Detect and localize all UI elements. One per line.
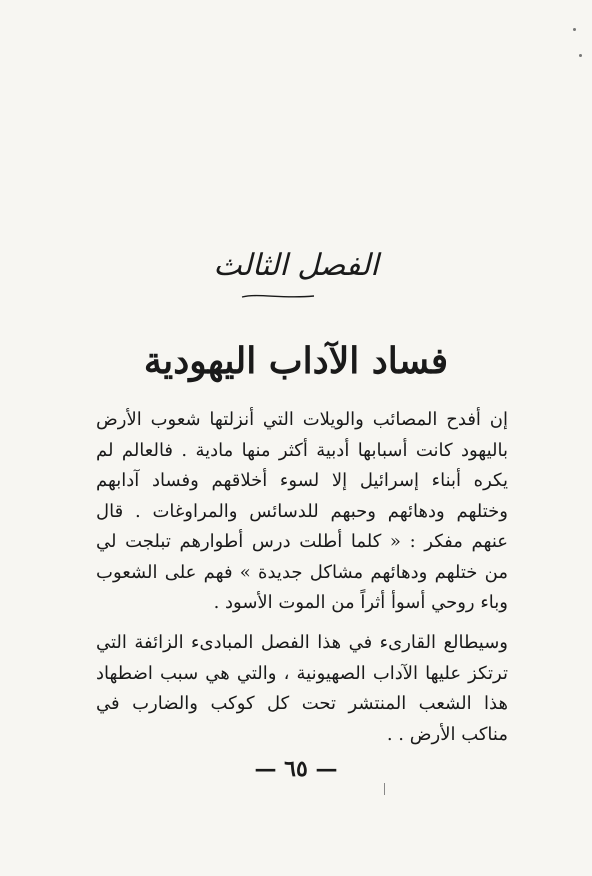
chapter-title: الفصل الثالث: [213, 248, 379, 283]
scan-speck: [384, 783, 385, 795]
scan-speck: [573, 28, 576, 31]
scan-speck: [579, 54, 582, 57]
title-flourish-decoration: [240, 292, 316, 300]
body-paragraph-1: إن أفدح المصائب والويلات التي أنزلتها شعوب الأرض باليهود كانت أسبابها أدبية أكثر منها مادية . فالعالم لم يكره أبناء إسرائيل إلا لسوء أخلاقهم وفساد آدابهم وختلهم ودهائهم وحبهم للدسائس والمراوغات . قال عنهم مفكر : « كلما أطلت درس أطوارهم تبلجت لي من ختلهم ودهائهم مشاكل جديدة » فهم على الشعوب وباء روحي أسوأ أثراً من الموت الأسود .: [96, 409, 508, 613]
section-title: فساد الآداب اليهودية: [143, 340, 449, 382]
body-paragraph-2: وسيطالع القارىء في هذا الفصل المبادىء الزائفة التي ترتكز عليها الآداب الصهيونية ، والتي هي سبب اضطهاد هذا الشعب المنتشر تحت كل كوكب والضارب في مناكب الأرض . .: [96, 632, 508, 745]
page-number: — ٦٥ —: [254, 756, 338, 782]
